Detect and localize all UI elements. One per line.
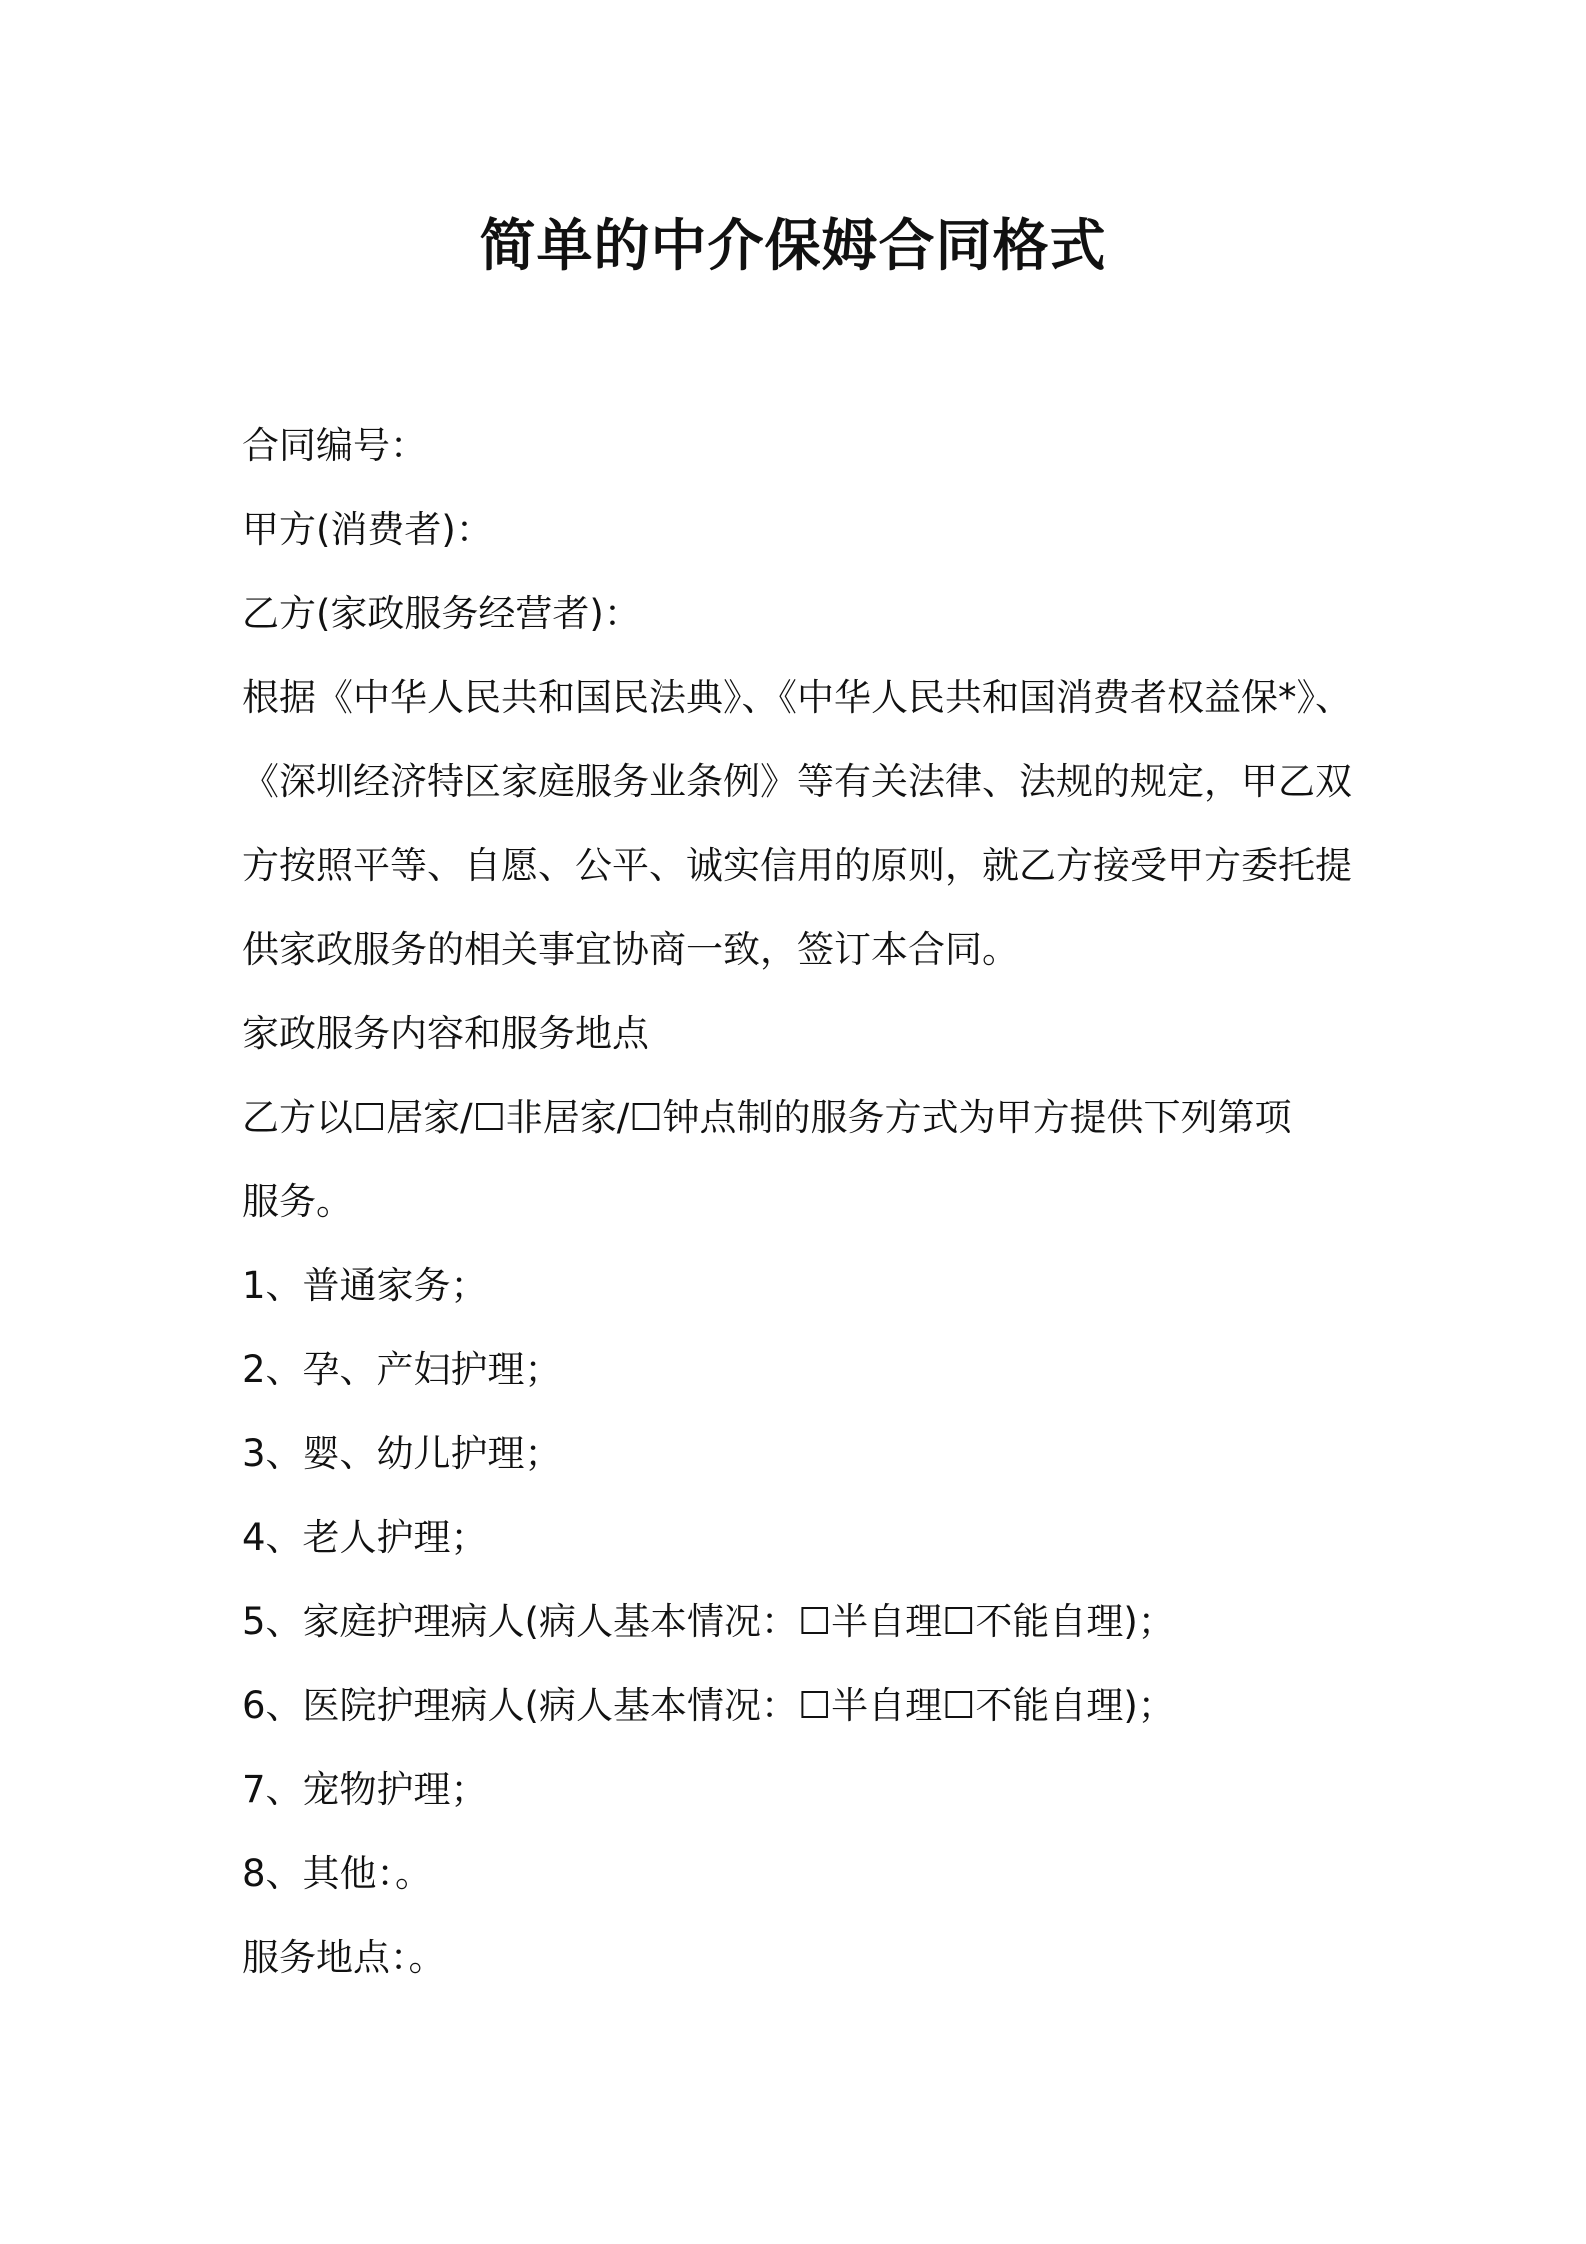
contract-number-field: 合同编号： <box>242 424 427 467</box>
preamble-line: 《深圳经济特区家庭服务业条例》等有关法律、法规的规定，甲乙双 <box>242 760 1352 803</box>
service-method-line: 服务。 <box>242 1180 353 1223</box>
section-heading: 家政服务内容和服务地点 <box>242 1012 649 1055</box>
service-item: 2、孕、产妇护理； <box>242 1348 562 1391</box>
preamble-line: 供家政服务的相关事宜协商一致，签订本合同。 <box>242 928 1019 971</box>
service-item: 3、婴、幼儿护理； <box>242 1432 562 1475</box>
page-title: 简单的中介保姆合同格式 <box>479 214 1107 279</box>
service-item: 4、老人护理； <box>242 1516 488 1559</box>
service-item: 6、医院护理病人(病人基本情况：☐半自理☐不能自理)； <box>242 1684 1175 1727</box>
service-item: 1、普通家务； <box>242 1264 488 1307</box>
service-item: 5、家庭护理病人(病人基本情况：☐半自理☐不能自理)； <box>242 1600 1175 1643</box>
service-method-line: 乙方以☐居家/☐非居家/☐钟点制的服务方式为甲方提供下列第项 <box>242 1096 1292 1139</box>
party-b-field: 乙方(家政服务经营者)： <box>242 592 641 635</box>
service-location-field: 服务地点：。 <box>242 1936 446 1979</box>
preamble-line: 方按照平等、自愿、公平、诚实信用的原则，就乙方接受甲方委托提 <box>242 844 1352 887</box>
preamble-line: 根据《中华人民共和国民法典》、《中华人民共和国消费者权益保*》、 <box>242 676 1352 719</box>
document-body <box>242 404 1362 2000</box>
service-item: 7、宠物护理； <box>242 1768 488 1811</box>
party-a-field: 甲方(消费者)： <box>242 508 493 551</box>
service-item: 8、其他：。 <box>242 1852 433 1895</box>
